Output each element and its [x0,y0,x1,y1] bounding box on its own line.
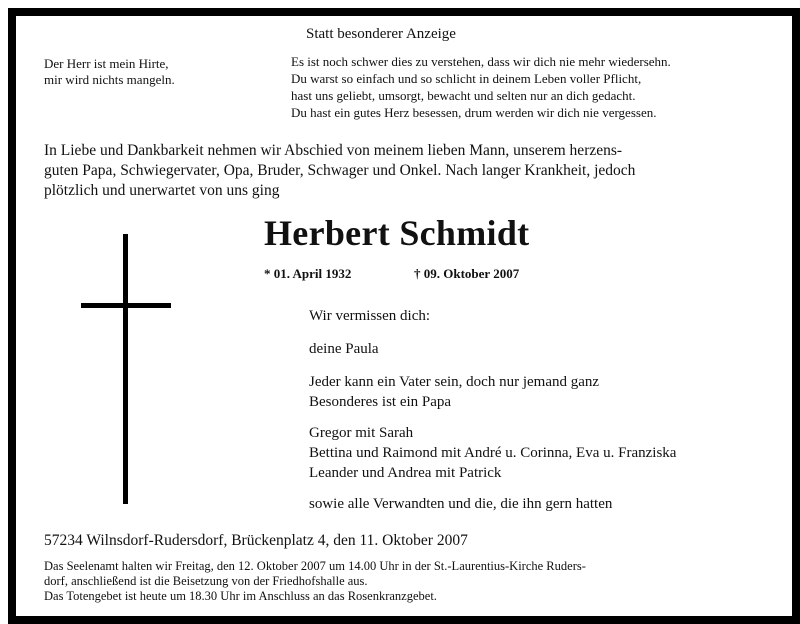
mourners-intro: Wir vermissen dich: [309,308,431,324]
poem-line: Du warst so einfach und so schlicht in deinem Leben voller Pflicht, [291,71,642,86]
family-line: Leander und Andrea mit Patrick [309,465,502,481]
notes-line: Das Seelenamt halten wir Freitag, den 12. Oktober 2007 um 14.00 Uhr in der St.-Laurentius-Kirche Ruders- [44,559,586,573]
family-list [309,423,676,483]
family-line: Gregor mit Sarah [309,425,414,441]
intro-line: guten Papa, Schwiegervater, Opa, Bruder, Schwager und Onkel. Nach langer Krankheit, jedoch [44,162,636,179]
memorial-poem [291,53,671,121]
father-quote [309,372,599,412]
notes-line: Das Totengebet ist heute um 18.30 Uhr im Anschluss an das Rosenkranzgebet. [44,589,437,603]
quote-line: Besonderes ist ein Papa [309,394,452,410]
intro-line: plötzlich und unerwartet von uns ging [44,182,280,199]
cross-horizontal-bar [81,303,171,308]
poem-line: Du hast ein gutes Herz besessen, drum werden wir dich nie vergessen. [291,105,657,120]
family-line: Bettina und Raimond mit André u. Corinna, Eva u. Franziska [309,445,677,461]
service-notes [44,559,586,604]
cross-vertical-bar [123,234,128,504]
notes-line: dorf, anschließend ist die Beisetzung von der Friedhofshalle aus. [44,574,368,588]
deceased-name: Herbert Schmidt [264,213,530,253]
poem-line: hast uns geliebt, umsorgt, bewacht und selten nur an dich gedacht. [291,88,636,103]
quote-line: Jeder kann ein Vater sein, doch nur jemand ganz [309,374,600,390]
psalm-line: mir wird nichts mangeln. [44,72,175,87]
address-line: 57234 Wilnsdorf-Rudersdorf, Brückenplatz 4, den 11. Oktober 2007 [44,532,468,549]
intro-paragraph [44,141,635,201]
psalm-line: Der Herr ist mein Hirte, [44,56,169,71]
intro-line: In Liebe und Dankbarkeit nehmen wir Abschied von meinem lieben Mann, unserem herzens- [44,142,623,159]
obituary-notice [8,8,800,624]
death-date: † 09. Oktober 2007 [414,266,520,281]
mourners-closing: sowie alle Verwandten und die, die ihn gern hatten [309,496,613,512]
mourner-wife: deine Paula [309,341,379,357]
notice-heading: Statt besonderer Anzeige [306,26,456,42]
birth-date: * 01. April 1932 [264,266,352,281]
poem-line: Es ist noch schwer dies zu verstehen, dass wir dich nie mehr wiedersehn. [291,54,671,69]
psalm-verse [44,56,175,88]
